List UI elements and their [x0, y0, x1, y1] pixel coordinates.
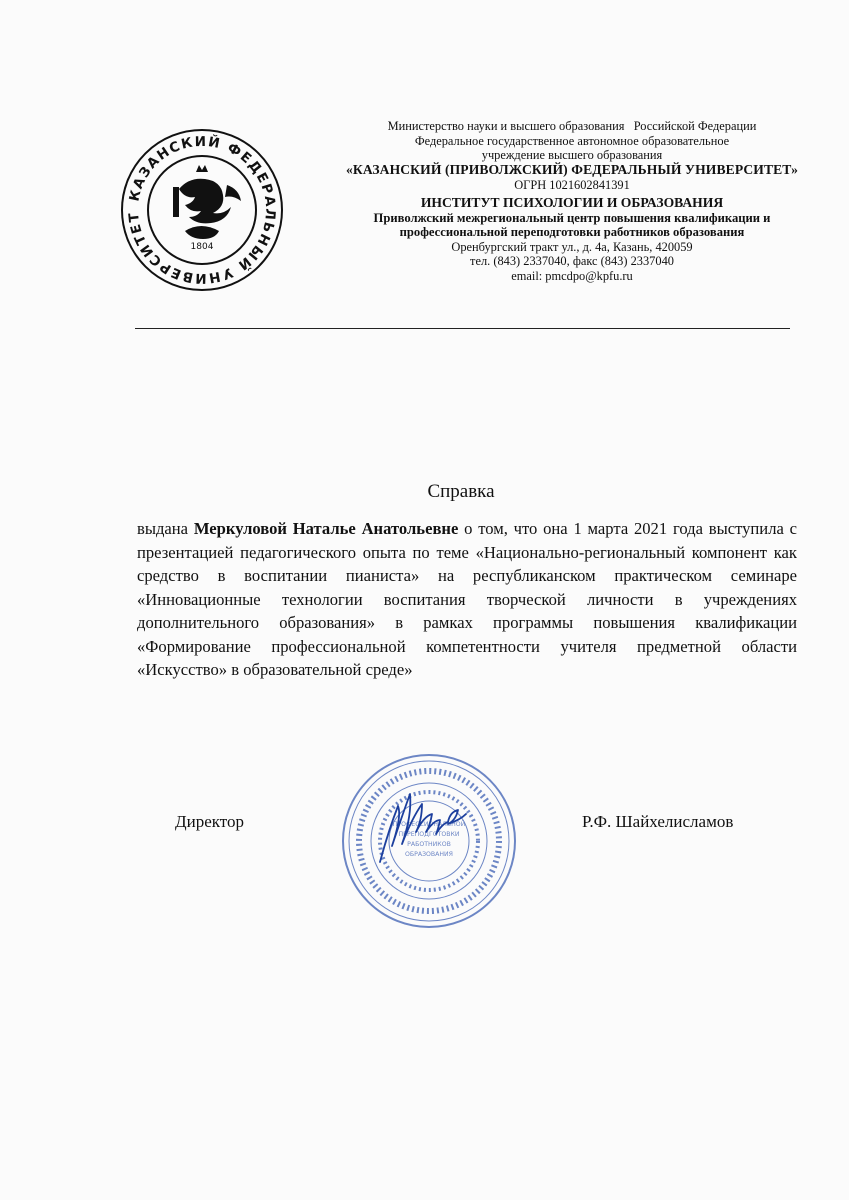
logo-year: 1804 — [190, 242, 214, 252]
federal-line-1: Федеральное государственное автономное образовательное — [414, 133, 730, 148]
dragon-icon — [173, 165, 241, 239]
recipient-name: Меркуловой Наталье Анатольевне — [193, 519, 459, 538]
center-line-1: Приволжский межрегиональный центр повышения квалификации и — [373, 210, 771, 225]
official-stamp — [340, 752, 518, 930]
federal-line-2: учреждение высшего образования — [481, 148, 663, 163]
letterhead — [328, 119, 816, 284]
stamp-center-text-2: ПЕРЕПОДГОТОВКИ — [398, 831, 460, 838]
ogrn: ОГРН 1021602841391 — [514, 178, 630, 193]
header-divider — [135, 328, 790, 329]
address: Оренбургский тракт ул., д. 4а, Казань, 420059 — [451, 239, 693, 254]
document-title: Справка — [427, 481, 495, 502]
stamp-center-text-3: РАБОТНИКОВ — [407, 841, 451, 848]
email: email: pmcdpo@kpfu.ru — [511, 268, 633, 283]
logo-ring-text: КАЗАНСКИЙ ФЕДЕРАЛЬНЫЙ УНИВЕРСИТЕТ — [125, 133, 279, 287]
body-prefix: выдана — [137, 519, 194, 538]
university-name: «КАЗАНСКИЙ (ПРИВОЛЖСКИЙ) ФЕДЕРАЛЬНЫЙ УНИВЕРСИТЕТ» — [345, 161, 799, 177]
stamp-center-text-4: ОБРАЗОВАНИЯ — [405, 851, 453, 858]
stamp-center-text-1: ПРОФЕССИОНАЛЬНОЙ — [392, 821, 466, 828]
document-body — [137, 517, 797, 682]
center-line-2: профессиональной переподготовки работников образования — [399, 225, 745, 240]
ministry-line: Министерство науки и высшего образования Российской Федерации — [387, 119, 757, 133]
institute-name: ИНСТИТУТ ПСИХОЛОГИИ И ОБРАЗОВАНИЯ — [420, 194, 724, 210]
signatory-position: Директор — [175, 812, 244, 831]
body-text: о том, что она 1 марта 2021 года выступила с презентацией педагогического опыта по теме «Национально-региональный компонент как средство в воспитании пианиста» на республиканском практическом семинаре «Инновационные технологии воспитания творческой личности в учреждениях дополнительного образования» в рамках программы повышения квалификации «Формирование профессиональной компетентности учителя предметной области «Искусство» в образовательной среде» — [137, 519, 797, 679]
university-emblem-logo — [119, 127, 285, 293]
signatory-name: Р.Ф. Шайхелисламов — [582, 812, 734, 831]
phone-fax: тел. (843) 2337040, факс (843) 2337040 — [470, 254, 674, 269]
